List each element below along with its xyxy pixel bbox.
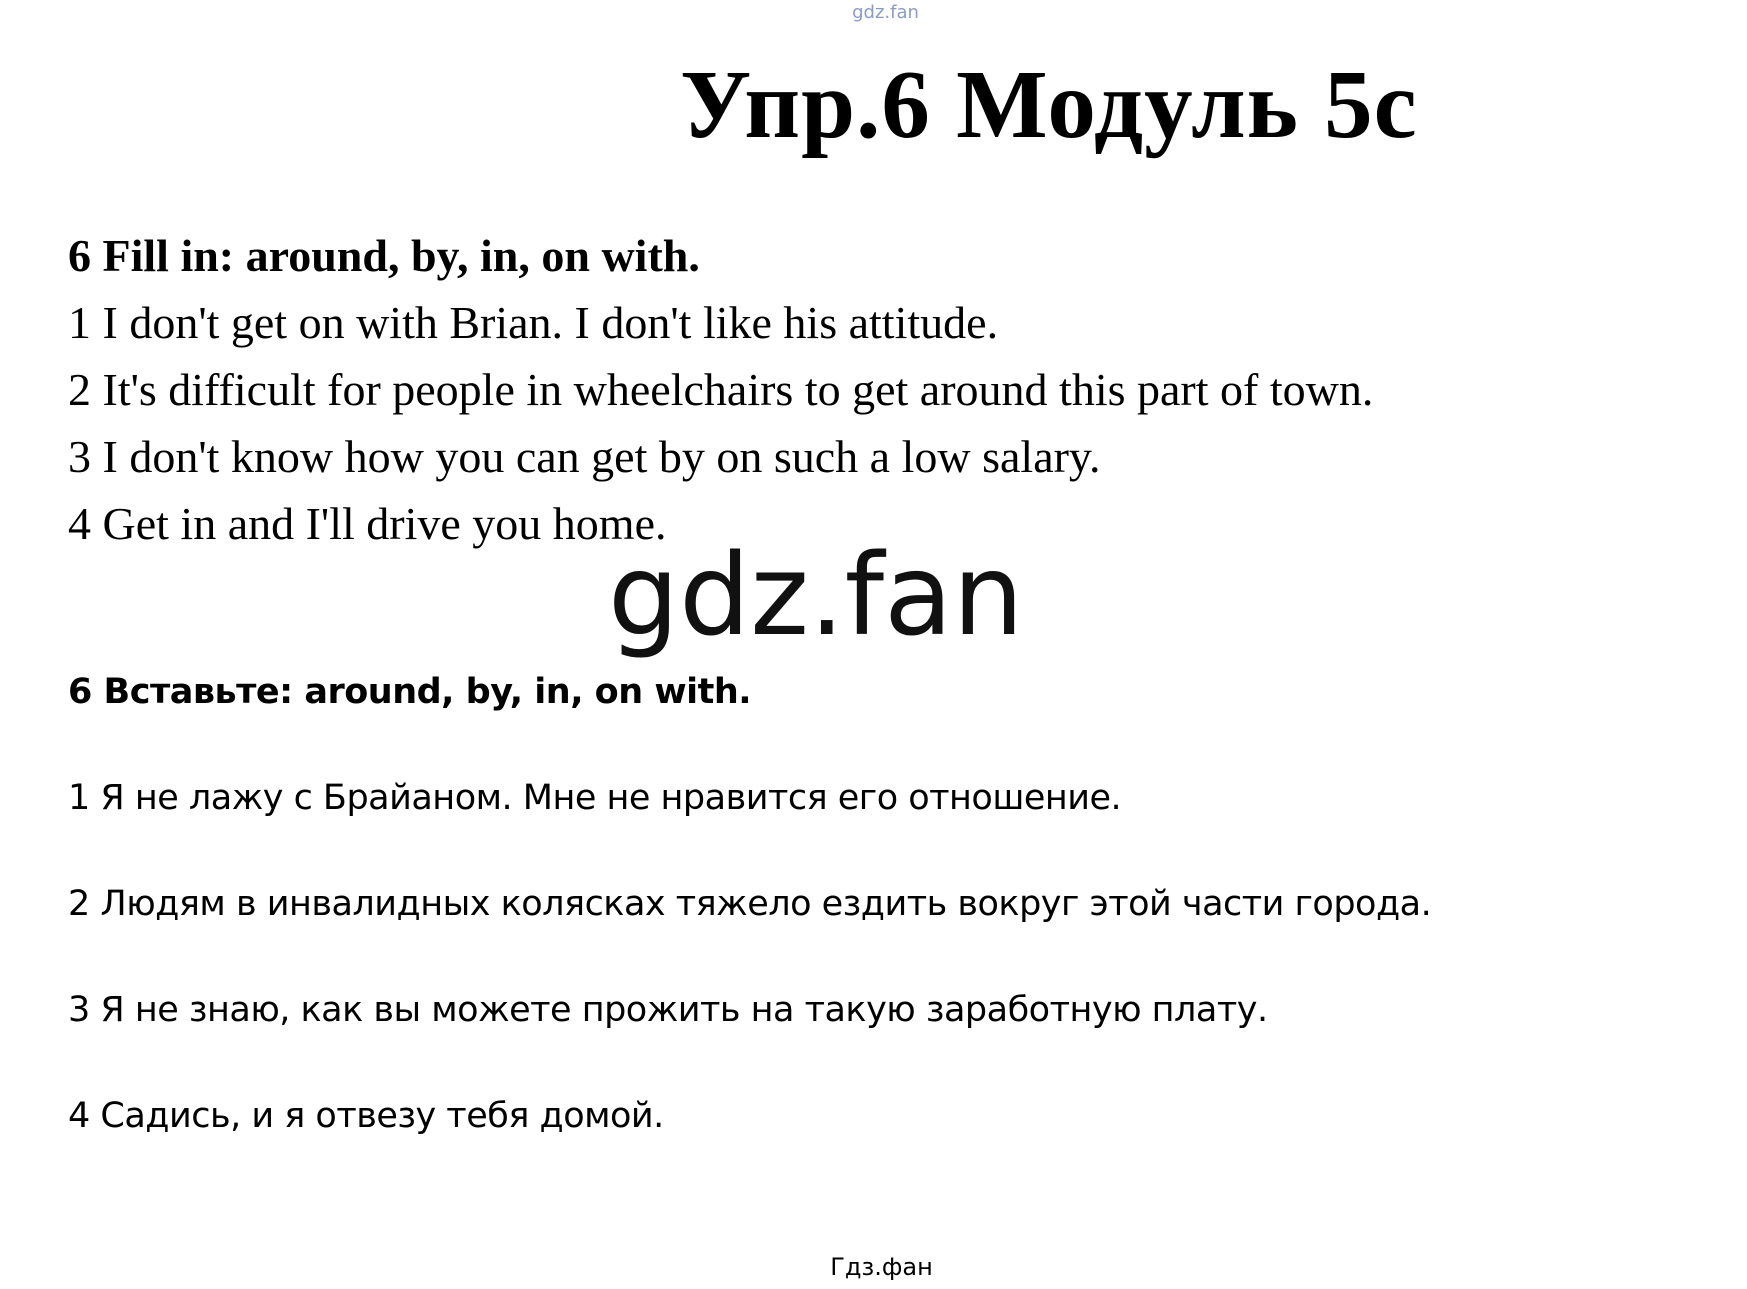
center-watermark: gdz.fan xyxy=(608,531,1024,661)
russian-line-4: 4 Садись, и я отвезу тебя домой. xyxy=(68,1096,664,1136)
english-line-2: 2 It's difficult for people in wheelchairs to get around this part of town. xyxy=(68,364,1374,415)
english-line-3: 3 I don't know how you can get by on such a low salary. xyxy=(68,431,1101,482)
english-exercise xyxy=(68,222,1373,557)
russian-line-1: 1 Я не лажу с Брайаном. Мне не нравится его отношение. xyxy=(68,778,1122,818)
footer-text: Гдз.фан xyxy=(830,1253,933,1281)
russian-line-3: 3 Я не знаю, как вы можете прожить на такую заработную плату. xyxy=(68,990,1268,1030)
english-line-1: 1 I don't get on with Brian. I don't like his attitude. xyxy=(68,297,999,348)
top-watermark: gdz.fan xyxy=(852,2,919,23)
russian-heading: 6 Вставьте: around, by, in, on with. xyxy=(68,672,752,712)
english-line-4: 4 Get in and I'll drive you home. xyxy=(68,498,667,549)
english-heading: 6 Fill in: around, by, in, on with. xyxy=(68,230,700,281)
page-title: Упр.6 Модуль 5c xyxy=(680,51,1418,158)
russian-line-2: 2 Людям в инвалидных колясках тяжело ездить вокруг этой части города. xyxy=(68,884,1432,924)
